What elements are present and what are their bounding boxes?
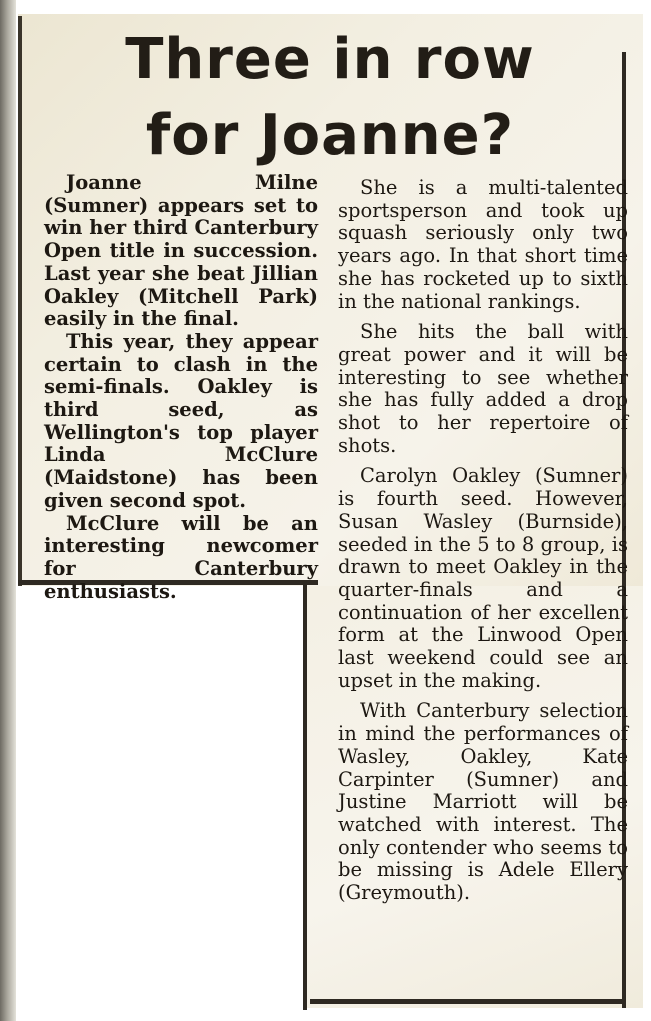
paragraph: McClure will be an interesting newcomer for Canterbury enthusiasts. xyxy=(44,511,318,603)
article-column-left xyxy=(44,172,318,603)
paragraph: With Canterbury selection in mind the performances of Wasley, Oakley, Kate Carpinter (Sumner) and Justine Marriott will be watched with interest. The only contender who seems to be missing is Adele Ellery (Greymouth). xyxy=(338,699,628,905)
paragraph: Carolyn Oakley (Sumner) is fourth seed. However, Susan Wasley (Burnside), seeded in the 5 to 8 group, is drawn to meet Oakley in the quarter-finals and a continuation of her excellent form at the Linwood Open last weekend could see an upset in the making. xyxy=(338,464,628,692)
clipping-border-rule-bottom xyxy=(310,999,626,1004)
scan-edge-shadow xyxy=(0,0,16,1021)
paragraph: This year, they appear certain to clash in the semi-finals. Oakley is third seed, as Wellington's top player Linda McClure (Maidstone) has been given second spot. xyxy=(44,329,318,512)
paragraph: Joanne Milne (Sumner) appears set to win her third Canterbury Open title in succession. Last year she beat Jillian Oakley (Mitchell Park) easily in the final. xyxy=(44,171,318,331)
article-column-right xyxy=(338,177,628,905)
paragraph: She hits the ball with great power and it will be interesting to see whether she has fully added a drop shot to her repertoire of shots. xyxy=(338,320,628,457)
paragraph: She is a multi-talented sportsperson and took up squash seriously only two years ago. In that short time she has rocketed up to sixth in the national rankings. xyxy=(338,176,628,313)
headline-line-1: Three in row xyxy=(125,27,535,92)
clipping-border-step xyxy=(303,582,307,1010)
clipping-border-left xyxy=(18,16,22,586)
headline-line-2: for Joanne? xyxy=(145,103,515,168)
article-headline xyxy=(60,22,600,174)
